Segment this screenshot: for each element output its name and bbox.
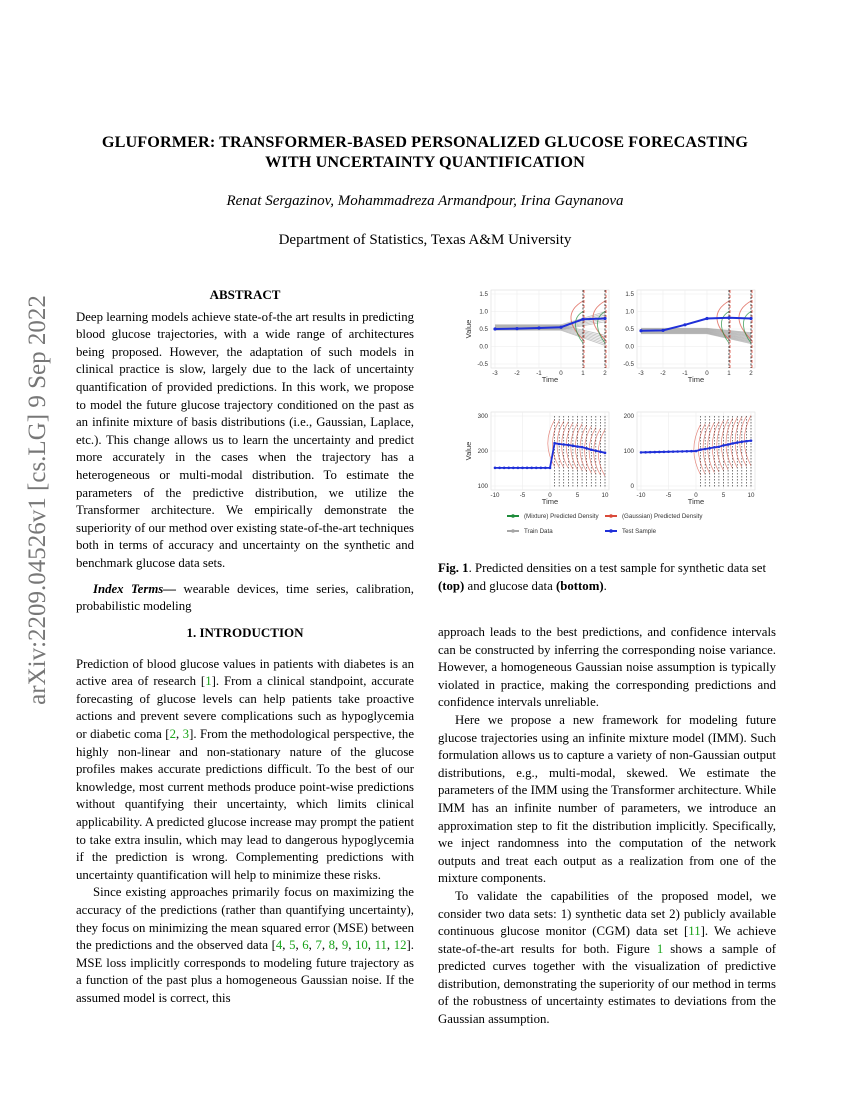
figure-1: [455, 280, 775, 542]
abstract-text: Deep learning models achieve state-of-the art results in predicting blood glucose trajectories, with a wide range of architectures being proposed. However, the adaptation of such models in clinical practice is slow, largely due to the lack of uncertainty quantification of provided predictions. In this work, we propose to model the future glucose trajectory conditioned on the past as an infinite mixture of basis distributions (i.e., Gaussian, Laplace, etc.). This change allows us to learn the uncertainty and predict more accurately in the cases when the trajectory has a heterogeneous or multi-modal distribution. To estimate the parameters of the predictive distribution, we utilize the Transformer architecture. We empirically demonstrate the superiority of our method over existing state-of-the-art techniques both in terms of accuracy and uncertainty on the synthetic and benchmark glucose data sets.: [76, 309, 414, 570]
y-tick-label: 100: [623, 448, 634, 455]
test-sample-point: [537, 326, 540, 329]
test-sample-point: [683, 323, 686, 326]
x-tick-label: 0: [548, 492, 552, 499]
test-sample-point: [649, 451, 652, 454]
plot-panel: [624, 412, 755, 506]
test-sample-point: [644, 451, 647, 454]
test-sample-point: [708, 447, 711, 450]
test-sample-point: [713, 446, 716, 449]
test-sample-point: [741, 440, 744, 443]
y-tick-label: 0.5: [625, 326, 634, 333]
intro-right-column: [438, 624, 776, 1029]
y-tick-label: -0.5: [623, 361, 634, 368]
legend-label: (Gaussian) Predicted Density: [622, 513, 703, 520]
paper-title: [60, 132, 790, 172]
test-sample-point: [658, 451, 661, 454]
test-sample-point: [558, 443, 561, 446]
abstract-heading: ABSTRACT: [209, 287, 281, 302]
figure-caption: Fig. 1. Predicted densities on a test sample for synthetic data set (top) and glucose data (bottom).: [438, 561, 767, 593]
y-tick-label: 1.5: [625, 291, 634, 298]
x-tick-label: -1: [536, 370, 542, 377]
y-axis-label: Value: [464, 319, 473, 339]
index-terms: [76, 581, 414, 616]
x-tick-label: 1: [581, 370, 585, 377]
citation-link[interactable]: 11: [688, 924, 701, 939]
y-tick-label: 100: [477, 483, 488, 490]
legend-item-gaussian: [605, 513, 703, 520]
test-sample-point: [567, 444, 570, 447]
x-tick-label: 10: [747, 492, 755, 499]
legend-marker: [609, 514, 613, 518]
test-sample-point: [585, 447, 588, 450]
intro-paragraph-5: To validate the capabilities of the proposed model, we consider two data sets: 1) synthetic data set 2) publicly available continuous glucose monitor (CGM) data set [11]. We achieve state-of-the-art results for both. Figure 1 shows a sample of predicted curves together with the visualization of predictive distribution, demonstrating the superiority of our method in terms of the robustness of uncertainty estimates to deviations from the Gaussian assumption.: [438, 888, 777, 1027]
test-sample-point: [667, 450, 670, 453]
intro-paragraph-3: approach leads to the best predictions, and confidence intervals can be constructed by inferring the corresponding noise variance. However, a homogeneous Gaussian noise assumption is typically violated in practice, making the corresponding predictions and confidence intervals unreliable.: [438, 625, 776, 710]
x-axis-label: Time: [541, 497, 559, 506]
x-axis-label: Time: [541, 375, 559, 384]
test-sample-point: [727, 316, 730, 319]
test-sample-point: [530, 467, 533, 470]
x-tick-label: 0: [694, 492, 698, 499]
plot-panel: [464, 412, 609, 506]
abstract-section: [76, 286, 414, 616]
plot-panel: [464, 290, 609, 384]
y-tick-label: 0: [630, 483, 634, 490]
y-tick-label: -0.5: [477, 361, 488, 368]
arxiv-id: arXiv:2209.04526v1 [cs.LG] 9 Sep 2022: [24, 295, 51, 705]
legend-item-mixture: [507, 513, 600, 520]
legend-marker: [511, 529, 515, 533]
caption-label: Fig. 1: [438, 561, 469, 575]
test-sample-point: [750, 439, 753, 442]
x-tick-label: 2: [749, 370, 753, 377]
test-sample-point: [503, 467, 506, 470]
test-sample-point: [745, 440, 748, 443]
plot-panel: [623, 290, 755, 384]
x-tick-label: 5: [721, 492, 726, 499]
index-terms-text: wearable devices, time series, calibration, probabilistic modeling: [76, 581, 414, 614]
test-sample-point: [663, 451, 666, 454]
citation-link[interactable]: 5: [289, 938, 296, 953]
test-sample-point: [603, 317, 606, 320]
x-tick-label: 1: [727, 370, 731, 377]
test-sample-point: [590, 448, 593, 451]
test-sample-point: [493, 327, 496, 330]
y-axis-label: Value: [464, 441, 473, 461]
test-sample-point: [544, 467, 547, 470]
test-sample-point: [704, 448, 707, 451]
x-tick-label: -5: [665, 492, 672, 499]
test-sample-point: [690, 450, 693, 453]
legend-item-train: [507, 528, 553, 535]
arxiv-sidebar: [12, 295, 64, 705]
legend-label: Train Data: [524, 528, 553, 535]
citation-link[interactable]: 8: [328, 938, 336, 953]
y-tick-label: 1.5: [479, 291, 488, 298]
test-sample-point: [722, 444, 725, 447]
x-tick-label: 0: [559, 370, 563, 377]
citation-link[interactable]: 9: [341, 938, 349, 953]
test-sample-point: [576, 445, 579, 448]
test-sample-point: [672, 450, 675, 453]
test-sample-point: [731, 442, 734, 445]
test-sample-point: [507, 467, 510, 470]
x-tick-label: -2: [660, 370, 666, 377]
test-sample-point: [526, 467, 529, 470]
x-tick-label: 2: [603, 370, 607, 377]
y-tick-label: 200: [623, 413, 634, 420]
citation-link[interactable]: 7: [315, 938, 322, 953]
intro-heading: 1. INTRODUCTION: [186, 625, 304, 640]
test-sample-point: [599, 450, 602, 453]
test-sample-point: [595, 449, 598, 452]
test-sample-point: [727, 443, 730, 446]
test-sample-point: [718, 446, 721, 449]
x-tick-label: -5: [519, 492, 526, 499]
x-tick-label: -10: [636, 492, 646, 499]
intro-paragraph-1: Prediction of blood glucose values in patients with diabetes is an active area of research [1]. From a clinical standpoint, accurate forecasting of glucose levels can help patients take proactive actions and prevent severe complications such as hypoglycemia or diabetic coma [2, 3]. From the methodological perspective, the highly non-linear and non-stationary nature of the glucose profiles makes accurate predictions difficult. To the best of our knowledge, most current methods produce point-wise predictions without quantifying their uncertainty, which limits clinical applicability. A predicted glucose increase may prompt the patient to take extra insulin, which may lead to dangerous hypoglycemia if the prediction is wrong. Complementing predictions with uncertainty quantification will help to minimize these risks.: [76, 656, 415, 882]
legend-label: (Mixture) Predicted Density: [524, 513, 599, 520]
test-sample-point: [553, 442, 556, 445]
test-sample-point: [581, 318, 584, 321]
test-sample-point: [749, 317, 752, 320]
figure-link[interactable]: 1: [656, 941, 664, 956]
citation-link[interactable]: 6: [302, 938, 309, 953]
citation-list: 4, 5, 6, 7, 8, 9, 10, 11, 12: [275, 938, 407, 953]
test-sample-point: [695, 450, 698, 453]
citation-link[interactable]: 3: [182, 726, 190, 741]
test-sample-point: [639, 329, 642, 332]
x-tick-label: -3: [638, 370, 644, 377]
authors: Renat Sergazinov, Mohammadreza Armandpour, Irina Gaynanova: [226, 193, 624, 209]
citation-link[interactable]: 4: [275, 938, 283, 953]
affiliation: Department of Statistics, Texas A&M University: [278, 232, 572, 248]
test-sample-point: [549, 467, 552, 470]
intro-paragraph-2: Since existing approaches primarily focus on maximizing the accuracy of the predictions (rather than quantifying uncertainty), they focus on minimizing the mean squared error (MSE) between the predictions and the observed data [4, 5, 6, 7, 8, 9, 10, 11, 12]. MSE loss implicitly corresponds to modeling future trajectory as a function of the past plus a homogeneous Gaussian noise. If the assumed model is correct, this: [76, 885, 414, 1005]
citation-link[interactable]: 2: [169, 726, 176, 741]
y-tick-label: 300: [477, 413, 488, 420]
test-sample-point: [512, 467, 515, 470]
test-sample-point: [604, 452, 607, 455]
legend-marker: [609, 529, 613, 533]
test-sample-point: [540, 467, 543, 470]
x-tick-label: -3: [492, 370, 498, 377]
y-tick-label: 1.0: [479, 308, 488, 316]
test-sample-point: [562, 443, 565, 446]
test-sample-point: [681, 450, 684, 453]
title-line-2: WITH UNCERTAINTY QUANTIFICATION: [265, 153, 585, 171]
test-sample-point: [498, 467, 501, 470]
test-sample-point: [572, 445, 575, 448]
test-sample-point: [699, 448, 702, 451]
x-axis-label: Time: [687, 375, 705, 384]
test-sample-point: [736, 441, 739, 444]
test-sample-point: [676, 450, 679, 453]
x-tick-label: 10: [601, 492, 609, 499]
x-tick-label: 5: [575, 492, 580, 499]
x-axis-label: Time: [687, 497, 705, 506]
test-sample-point: [686, 450, 689, 453]
x-tick-label: 0: [705, 370, 709, 377]
test-sample-point: [581, 446, 584, 449]
test-sample-point: [559, 326, 562, 329]
legend-label: Test Sample: [622, 528, 657, 535]
y-tick-label: 200: [477, 448, 488, 455]
introduction-section: [76, 624, 414, 1007]
citation-link[interactable]: 12: [393, 938, 407, 953]
index-terms-label: Index Terms—: [93, 581, 177, 596]
citation-link[interactable]: 11: [374, 938, 387, 953]
x-tick-label: -10: [490, 492, 500, 499]
intro-paragraph-4: Here we propose a new framework for modeling future glucose trajectories using an infinite mixture model (IMM). Such formulation allows us to capture a variety of non-Gaussian output distributions, e.g., multi-modal, skewed. We estimate the parameters of the IMM using the Transformer architecture. While IMM has an infinite number of parameters, we introduce an approximation step to fit the distribution implicitly. Specifically, we inject randomness into the computation of the network outputs and treat each output as a realization from one of the mixture components.: [438, 712, 776, 886]
x-tick-label: -1: [682, 370, 688, 377]
y-tick-label: 0.0: [625, 343, 634, 351]
figure-legend: [507, 513, 703, 535]
citation-link[interactable]: 1: [205, 674, 212, 689]
legend-item-test: [605, 528, 657, 535]
title-line-1: GLUFORMER: TRANSFORMER-BASED PERSONALIZED GLUCOSE FORECASTING: [101, 133, 749, 151]
test-sample-point: [653, 451, 656, 454]
test-sample-point: [515, 327, 518, 330]
test-sample-point: [705, 317, 708, 320]
test-sample-point: [517, 467, 520, 470]
test-sample-point: [661, 329, 664, 332]
y-tick-label: 0.5: [479, 326, 488, 333]
test-sample-point: [535, 467, 538, 470]
test-sample-point: [494, 467, 497, 470]
y-tick-label: 0.0: [479, 343, 488, 351]
test-sample-point: [640, 451, 643, 454]
test-sample-point: [521, 467, 524, 470]
citation-link[interactable]: 10: [355, 938, 368, 953]
y-tick-label: 1.0: [625, 308, 634, 316]
x-tick-label: -2: [514, 370, 520, 377]
legend-marker: [511, 514, 515, 518]
